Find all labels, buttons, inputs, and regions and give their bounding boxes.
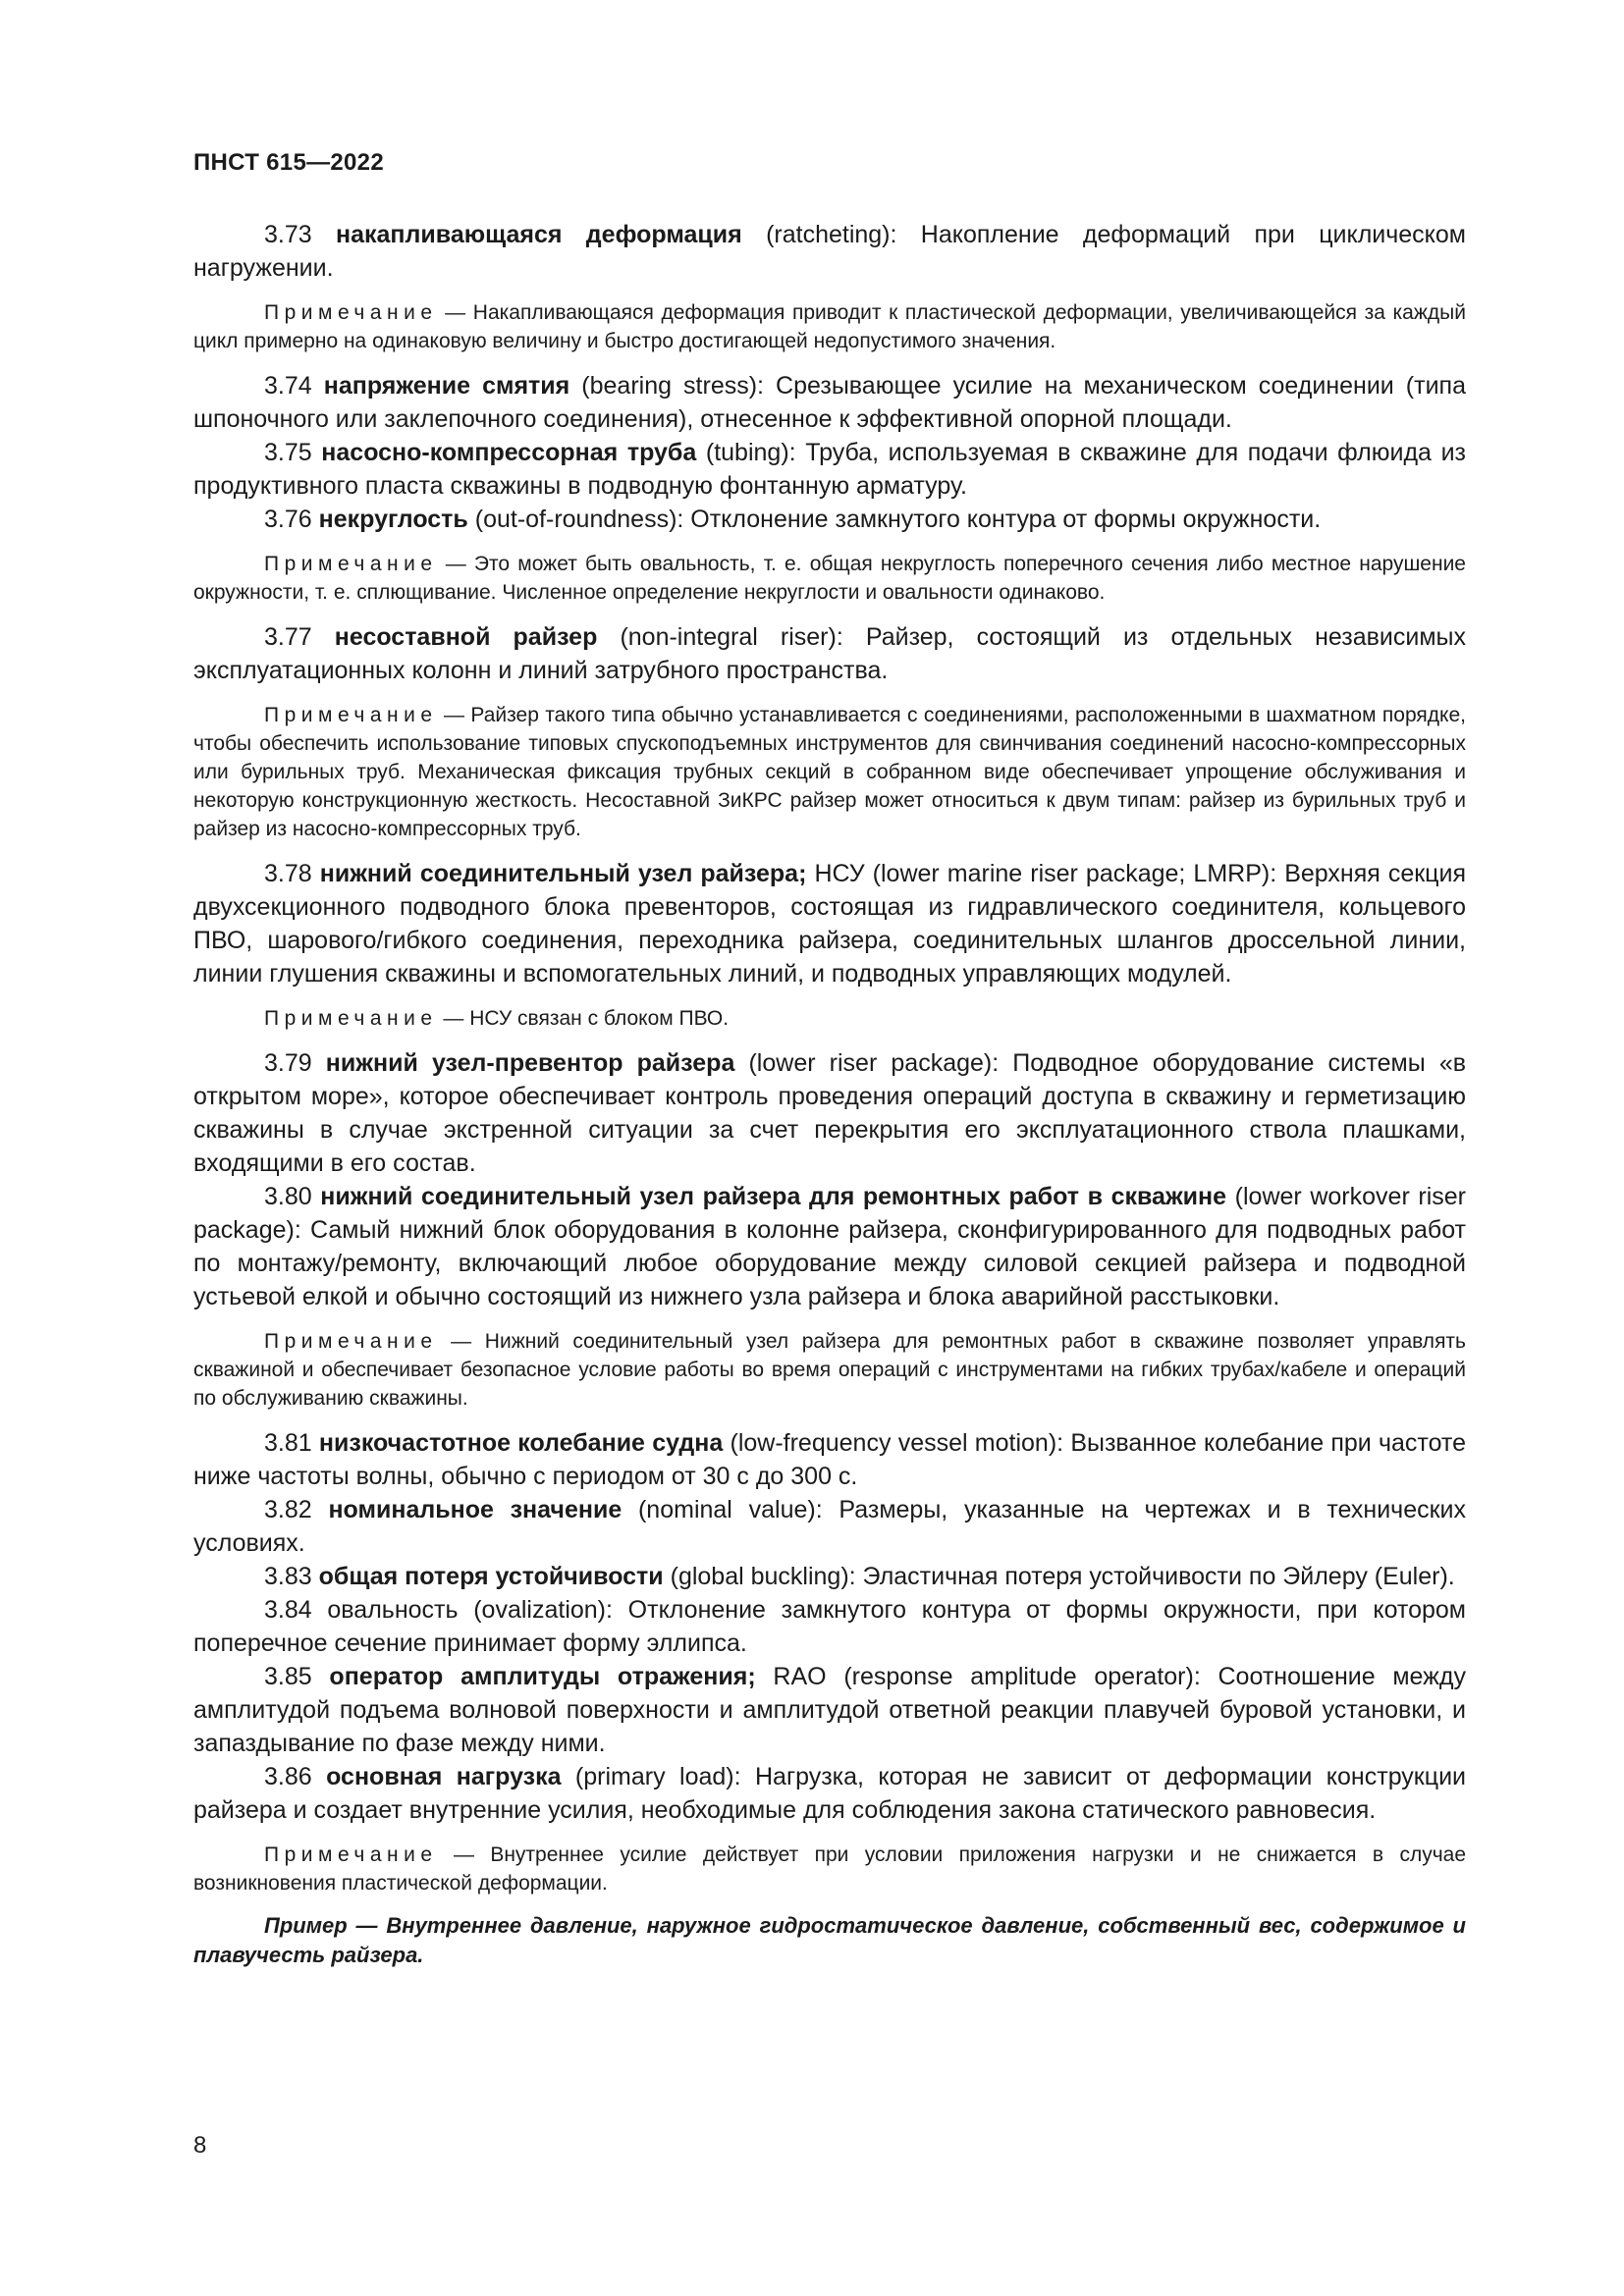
term-number: 3.86	[264, 1763, 312, 1790]
term-number: 3.85	[264, 1663, 312, 1690]
term-name: нижний узел-превентор райзера	[325, 1049, 735, 1077]
term-definition: RAO (response amplitude operator): Соотношение между амплитудой подъема волновой поверхности и амплитудой ответной реакции плавучей буровой установки, и запаздывание по фазе между ними.	[193, 1663, 1466, 1757]
terms-content	[193, 218, 1466, 1970]
note-text: — Нижний соединительный узел райзера для ремонтных работ в скважине позволяет управлять скважиной и обеспечивает безопасное условие работы во время операций с инструментами на гибких трубах/кабеле и операций по обслуживанию скважины.	[193, 1330, 1466, 1410]
term-entry	[193, 503, 1466, 536]
example-entry: Пример — Внутреннее давление, наружное гидростатическое давление, собственный вес, содержимое и плавучесть райзера.	[193, 1913, 1466, 1967]
page-number: 8	[193, 2132, 207, 2159]
term-number: 3.83	[264, 1563, 312, 1590]
note-text: — Райзер такого типа обычно устанавливается с соединениями, расположенными в шахматном порядке, чтобы обеспечить использование типовых спускоподъемных инструментов для свинчивания соединений насосно-компрессорных или бурильных труб. Механическая фиксация трубных секций в собранном виде обеспечивает упрощение обслуживания и некоторую конструкционную жесткость. Несоставной ЗиКРС райзер может относиться к двум типам: райзер из бурильных труб и райзер из насосно-компрессорных труб.	[193, 704, 1466, 840]
note-entry	[193, 550, 1466, 607]
term-number: 3.82	[264, 1496, 312, 1523]
note-label: Примечание	[264, 1007, 438, 1030]
term-entry	[193, 1560, 1466, 1593]
term-entry	[193, 436, 1466, 503]
term-entry	[193, 1760, 1466, 1827]
term-entry	[193, 1593, 1466, 1660]
term-definition: (non-integral riser): Райзер, состоящий из отдельных независимых эксплуатационных колонн и линий затрубного пространства.	[193, 623, 1466, 684]
term-definition: (bearing stress): Срезывающее усилие на механическом соединении (типа шпоночного или заклепочного соединения), отнесенное к эффективной опорной площади.	[193, 372, 1466, 433]
note-text: — Это может быть овальность, т. е. общая некруглость поперечного сечения либо местное нарушение окружности, т. е. сплющивание. Численное определение некруглости и овальности одинаково.	[193, 553, 1466, 604]
term-number: 3.79	[264, 1049, 312, 1077]
term-number: 3.80	[264, 1183, 312, 1210]
term-number: 3.78	[264, 860, 312, 887]
note-label: Примечание	[264, 704, 438, 726]
note-entry	[193, 1841, 1466, 1897]
term-definition: (low-frequency vessel motion): Вызванное колебание при частоте ниже частоты волны, обычно с периодом от 30 с до 300 с.	[193, 1429, 1467, 1490]
note-text: — Внутреннее усилие действует при условии приложения нагрузки и не снижается в случае возникновения пластической деформации.	[193, 1843, 1466, 1895]
term-number: 3.84	[264, 1596, 312, 1624]
term-definition: овальность (ovalization): Отклонение замкнутого контура от формы окружности, при котором поперечное сечение принимает форму эллипса.	[193, 1596, 1466, 1657]
term-entry	[193, 1493, 1466, 1560]
term-number: 3.75	[264, 439, 312, 466]
term-name: накапливающаяся деформация	[336, 221, 742, 248]
term-name: низкочастотное колебание судна	[318, 1429, 724, 1457]
note-text: — НСУ связан с блоком ПВО.	[437, 1007, 730, 1030]
note-text: — Накапливающаяся деформация приводит к пластической деформации, увеличивающейся за каждый цикл примерно на одинаковую величину и быстро достигающей недопустимого значения.	[193, 301, 1466, 352]
term-number: 3.73	[264, 221, 312, 248]
term-name: некруглость	[318, 506, 468, 533]
term-name: оператор амплитуды отражения;	[329, 1663, 756, 1690]
term-definition: НСУ (lower marine riser package; LMRP): Верхняя секция двухсекционного подводного блока превенторов, состоящая из гидравлического соединителя, кольцевого ПВО, шарового/гибкого соединения, переходника райзера, соединительных шлангов дроссельной линии, линии глушения скважины и вспомогательных линий, и подводных управляющих модулей.	[193, 860, 1467, 988]
term-name: нижний соединительный узел райзера для ремонтных работ в скважине	[320, 1183, 1227, 1210]
term-entry	[193, 1046, 1466, 1180]
term-number: 3.74	[264, 372, 312, 400]
note-entry	[193, 1004, 1466, 1033]
term-definition: (tubing): Труба, используемая в скважине для подачи флюида из продуктивного пласта скважины в подводную фонтанную арматуру.	[193, 439, 1466, 500]
term-name: общая потеря устойчивости	[318, 1563, 664, 1590]
note-entry	[193, 701, 1466, 843]
note-label: Примечание	[264, 1843, 438, 1866]
note-label: Примечание	[264, 553, 438, 575]
term-name: несоставной райзер	[334, 623, 598, 651]
term-definition: (nominal value): Размеры, указанные на чертежах и в технических условиях.	[193, 1496, 1467, 1557]
term-entry	[193, 857, 1466, 990]
term-name: напряжение смятия	[323, 372, 570, 400]
term-number: 3.76	[264, 506, 312, 533]
term-name: нижний соединительный узел райзера;	[319, 860, 807, 887]
term-definition: (lower workover riser package): Самый нижний блок оборудования в колонне райзера, сконфигурированного для подводных работ по монтажу/ремонту, включающий любое оборудование между силовой секцией райзера и подводной устьевой елкой и обычно состоящий из нижнего узла райзера и блока аварийной расстыковки.	[193, 1183, 1466, 1310]
term-entry	[193, 218, 1466, 285]
term-entry	[193, 1660, 1466, 1760]
term-definition: (ratcheting): Накопление деформаций при циклическом нагружении.	[193, 221, 1466, 282]
term-definition: (out-of-roundness): Отклонение замкнутого контура от формы окружности.	[467, 506, 1322, 533]
term-entry	[193, 369, 1466, 436]
term-entry	[193, 1426, 1466, 1493]
note-label: Примечание	[264, 1330, 438, 1353]
term-definition: (lower riser package): Подводное оборудование системы «в открытом море», которое обеспечивает контроль проведения операций доступа в скважину и герметизацию скважины в случае экстренной ситуации за счет перекрытия его эксплуатационного ствола плашками, входящими в его состав.	[193, 1049, 1467, 1177]
term-definition: (primary load): Нагрузка, которая не зависит от деформации конструкции райзера и создает внутренние усилия, необходимые для соблюдения закона статического равновесия.	[193, 1763, 1466, 1824]
document-id-header: ПНСТ 615—2022	[193, 149, 384, 176]
note-entry	[193, 298, 1466, 355]
term-number: 3.81	[264, 1429, 312, 1457]
term-entry	[193, 620, 1466, 687]
term-definition: (global buckling): Эластичная потеря устойчивости по Эйлеру (Euler).	[663, 1563, 1455, 1590]
term-entry	[193, 1180, 1466, 1313]
note-entry	[193, 1327, 1466, 1413]
term-name: номинальное значение	[328, 1496, 623, 1523]
note-label: Примечание	[264, 301, 438, 324]
term-number: 3.77	[264, 623, 312, 651]
term-name: основная нагрузка	[326, 1763, 562, 1790]
term-name: насосно-компрессорная труба	[321, 439, 697, 466]
